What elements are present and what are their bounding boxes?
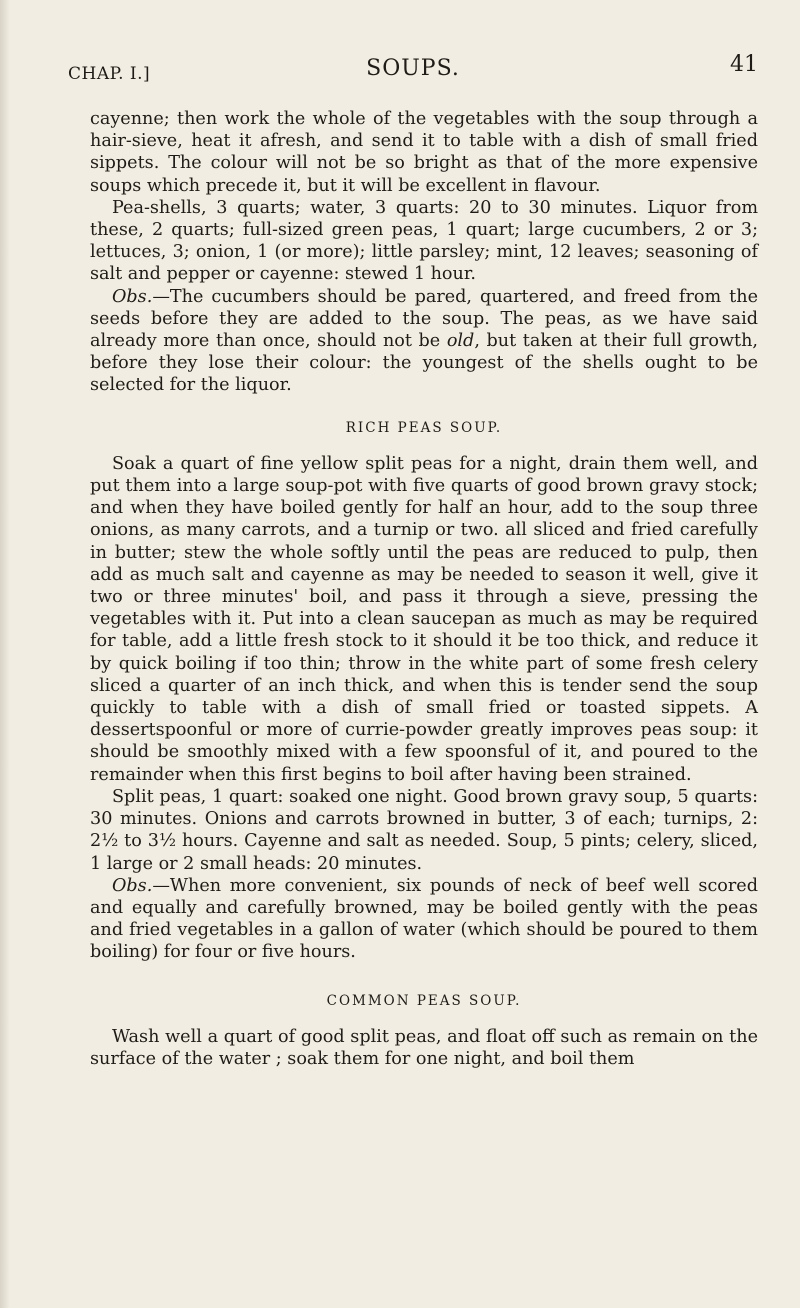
obs-text: , but taken at their full growth, before they lose their colour: the youngest of the shells ought to be selected for the liquor. xyxy=(90,331,758,396)
recipe-summary: Split peas, 1 quart: soaked one night. Good brown gravy soup, 5 quarts: 30 minutes. Onions and carrots browned in butter, 3 of each; turnips, 2: 2½ to 3½ hours. Cayenne and salt as needed. Soup, 5 pints; celery, sliced, 1 large or 2 small heads: 20 minutes. xyxy=(90,786,758,874)
page-title: SOUPS. xyxy=(366,56,460,81)
chapter-label: CHAP. I.] xyxy=(68,64,151,84)
page-edge-shadow xyxy=(0,0,10,1308)
obs-label: Obs. xyxy=(112,286,153,307)
observation-note xyxy=(90,875,758,964)
running-header xyxy=(68,48,758,88)
observation-note xyxy=(90,286,758,397)
page-number: 41 xyxy=(730,52,758,77)
paragraph: cayenne; then work the whole of the vegetables with the soup through a hair-sieve, heat it afresh, and send it to table with a dish of small fried sippets. The colour will not be so bright as that of the more expensive soups which precede it, but it will be excellent in flavour. xyxy=(90,109,758,196)
section-heading: COMMON PEAS SOUP. xyxy=(326,992,522,1009)
obs-text: —The cucumbers should be pared, quartered, and freed from the seeds before they are added to the soup. The peas, as we have said already more than once, should not be xyxy=(90,286,758,352)
obs-emphasis: old xyxy=(446,331,475,352)
obs-label: Obs. xyxy=(112,875,153,896)
recipe-summary: Pea-shells, 3 quarts; water, 3 quarts: 20 to 30 minutes. Liquor from these, 2 quarts; full-sized green peas, 1 quart; large cucumbers, 2 or 3; lettuces, 3; onion, 1 (or more); little parsley; mint, 12 leaves; seasoning of salt and pepper or cayenne: stewed 1 hour. xyxy=(90,197,758,285)
paragraph: Wash well a quart of good split peas, and float off such as remain on the surface of the water ; soak them for one night, and boil them xyxy=(90,1026,758,1069)
paragraph: Soak a quart of fine yellow split peas for a night, drain them well, and put them into a large soup-pot with five quarts of good brown gravy stock; and when they have boiled gently for half an hour, add to the soup three onions, as many carrots, and a turnip or two. all sliced and fried carefully in butter; stew the whole softly until the peas are reduced to pulp, then add as much salt and cayenne as may be needed to season it well, give it two or three minutes' boil, and pass it through a sieve, pressing the vegetables with it. Put into a clean saucepan as much as may be required for table, add a little fresh stock to it should it be too thick, and reduce it by quick boiling if too thin; throw in the white part of some fresh celery sliced a quarter of an inch thick, and when this is tender send the soup quickly to table with a dish of small fried or toasted sippets. A dessertspoonful or more of currie-powder greatly improves peas soup: it should be smoothly mixed with a few spoonsful of it, and poured to the remainder when this first begins to boil after having been strained. xyxy=(90,453,758,785)
obs-text: —When more convenient, six pounds of neck of beef well scored and equally and carefully browned, may be boiled gently with the peas and fried vegetables in a gallon of water (which should be poured to them boiling) for four or five hours. xyxy=(90,875,758,963)
section-heading: RICH PEAS SOUP. xyxy=(345,419,503,436)
page-body xyxy=(90,108,758,1070)
